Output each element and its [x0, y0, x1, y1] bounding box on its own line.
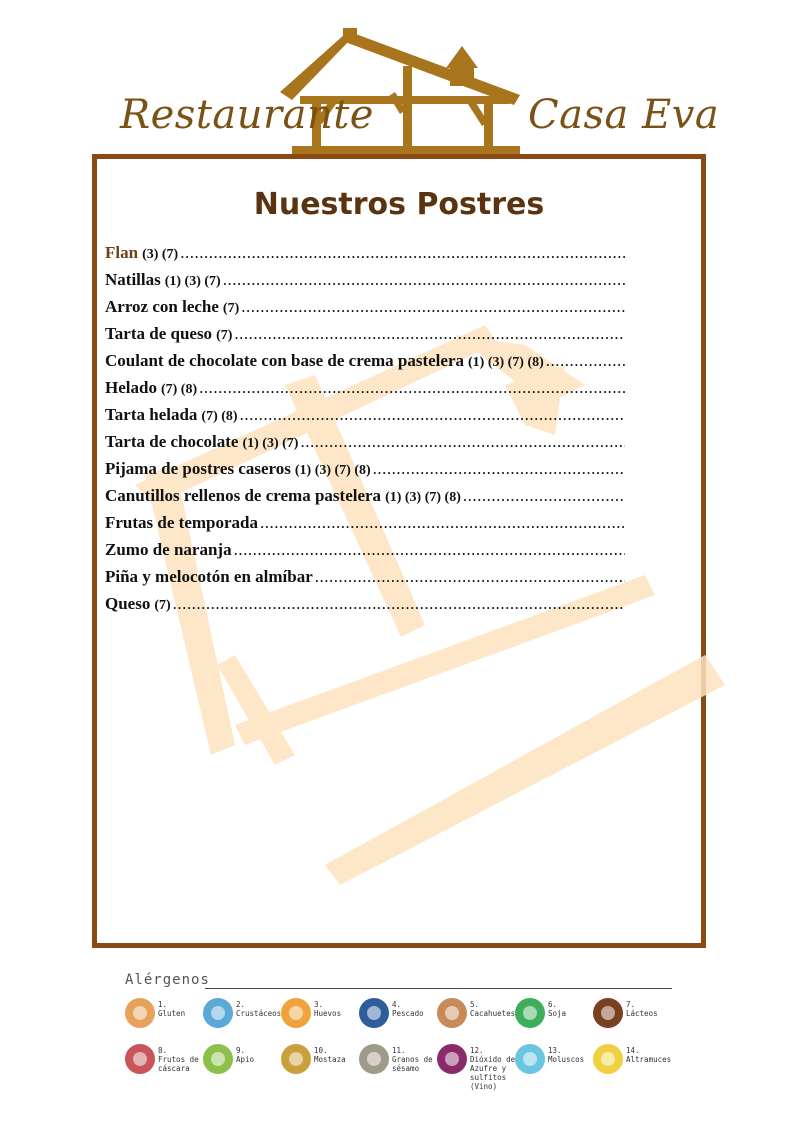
allergen-name: Mostaza	[314, 1055, 346, 1064]
allergen-label	[158, 1000, 204, 1018]
allergen-label	[314, 1046, 360, 1064]
brand-name-right: Casa Eva	[528, 92, 720, 138]
menu-item-allergen-codes: (7)	[216, 328, 233, 343]
allergen-number: 1.	[158, 1000, 168, 1009]
dot-leader	[199, 378, 625, 398]
menu-item	[105, 243, 625, 270]
allergen-number: 5.	[470, 1000, 480, 1009]
menu-item-allergen-codes: (7)	[222, 301, 240, 316]
allergen-entry	[593, 998, 671, 1044]
allergen-label	[392, 1046, 438, 1073]
allergen-entry	[437, 998, 515, 1044]
mustard-icon	[281, 1044, 311, 1074]
allergen-entry	[281, 998, 359, 1044]
allergen-label	[470, 1046, 516, 1091]
menu-item	[105, 540, 625, 567]
allergen-name: Lácteos	[626, 1009, 658, 1018]
dot-leader	[173, 594, 625, 614]
peanut-icon	[437, 998, 467, 1028]
dot-leader	[463, 486, 625, 506]
sesame-icon	[359, 1044, 389, 1074]
allergen-entry	[593, 1044, 671, 1090]
menu-item-name: Flan	[105, 243, 139, 262]
menu-item-allergen-codes: (3) (7)	[142, 247, 179, 262]
dot-leader	[240, 405, 625, 425]
menu-item-name: Pijama de postres caseros	[105, 459, 291, 478]
allergen-number: 11.	[392, 1046, 406, 1055]
menu-item-name: Tarta helada	[105, 405, 198, 424]
allergen-number: 14.	[626, 1046, 640, 1055]
allergen-number: 4.	[392, 1000, 402, 1009]
menu-item-name: Canutillos rellenos de crema pastelera	[105, 486, 382, 505]
menu-item-allergen-codes: (1) (3) (7) (8)	[468, 355, 544, 370]
brand-name-left: Restaurante	[120, 92, 374, 138]
menu-item-allergen-codes: (1) (3) (7) (8)	[385, 490, 461, 505]
menu-item-name: Frutas de temporada	[105, 513, 258, 532]
menu-item-allergen-codes: (7)	[154, 598, 171, 613]
dot-leader	[315, 567, 625, 587]
dot-leader	[180, 243, 625, 263]
allergen-label	[548, 1046, 594, 1064]
dot-leader	[223, 270, 625, 290]
allergen-name: Cacahuetes	[470, 1009, 516, 1018]
lupin-icon	[593, 1044, 623, 1074]
menu-item	[105, 513, 625, 540]
allergen-number: 9.	[236, 1046, 246, 1055]
menu-item-allergen-codes: (1) (3) (7)	[242, 436, 299, 451]
allergen-number: 6.	[548, 1000, 558, 1009]
allergens-divider	[205, 988, 672, 989]
menu-item-name: Helado	[105, 378, 157, 397]
menu-item	[105, 297, 625, 324]
allergen-number: 10.	[314, 1046, 328, 1055]
menu-item	[105, 351, 625, 378]
menu-item-allergen-codes: (1) (3) (7)	[164, 274, 221, 289]
wheat-icon	[125, 998, 155, 1028]
allergen-label	[236, 1046, 282, 1064]
allergen-number: 2.	[236, 1000, 246, 1009]
allergen-number: 3.	[314, 1000, 324, 1009]
allergen-entry	[125, 998, 203, 1044]
allergen-name: Moluscos	[548, 1055, 585, 1064]
allergen-label	[548, 1000, 594, 1018]
allergen-name: Altramuces	[626, 1055, 672, 1064]
menu-title: Nuestros Postres	[253, 187, 545, 222]
sulphite-icon	[437, 1044, 467, 1074]
dot-leader	[260, 513, 625, 533]
eggs-icon	[281, 998, 311, 1028]
allergen-entry	[359, 1044, 437, 1090]
celery-icon	[203, 1044, 233, 1074]
menu-item	[105, 432, 625, 459]
dot-leader	[300, 432, 625, 452]
dot-leader	[234, 324, 625, 344]
allergen-label	[626, 1000, 672, 1018]
allergen-entry	[125, 1044, 203, 1090]
milk-icon	[593, 998, 623, 1028]
menu-item	[105, 567, 625, 594]
allergen-name: Huevos	[314, 1009, 342, 1018]
allergen-name: Soja	[548, 1009, 567, 1018]
fish-icon	[359, 998, 389, 1028]
menu-item	[105, 459, 625, 486]
menu-item	[105, 405, 625, 432]
shell-icon	[515, 1044, 545, 1074]
allergen-label	[314, 1000, 360, 1018]
menu-item-name: Arroz con leche	[105, 297, 219, 316]
allergen-entry	[281, 1044, 359, 1090]
allergen-entry	[515, 998, 593, 1044]
allergen-label	[236, 1000, 282, 1018]
menu-item-name: Coulant de chocolate con base de crema pastelera	[105, 351, 464, 370]
dot-leader	[373, 459, 625, 479]
menu-item-name: Tarta de queso	[105, 324, 213, 343]
nut-icon	[125, 1044, 155, 1074]
menu-item-name: Piña y melocotón en almíbar	[105, 567, 313, 586]
menu-item	[105, 378, 625, 405]
allergen-entry	[203, 1044, 281, 1090]
allergens-label: Alérgenos	[125, 972, 210, 988]
menu-item	[105, 324, 625, 351]
dot-leader	[234, 540, 625, 560]
allergen-number: 13.	[548, 1046, 562, 1055]
crab-icon	[203, 998, 233, 1028]
allergen-name: Granos de sésamo	[392, 1055, 433, 1073]
allergen-label	[158, 1046, 204, 1073]
menu-item-name: Zumo de naranja	[105, 540, 232, 559]
allergen-number: 8.	[158, 1046, 168, 1055]
allergen-name: Apio	[236, 1055, 255, 1064]
dot-leader	[546, 351, 625, 371]
allergen-entry	[437, 1044, 515, 1090]
allergen-name: Gluten	[158, 1009, 186, 1018]
allergen-name: Crustáceos	[236, 1009, 282, 1018]
menu-item-name: Queso	[105, 594, 151, 613]
allergen-label	[392, 1000, 438, 1018]
menu-item	[105, 270, 625, 297]
header	[0, 0, 794, 160]
allergen-entry	[359, 998, 437, 1044]
menu-item	[105, 594, 625, 621]
menu-item-name: Natillas	[105, 270, 161, 289]
menu-frame	[92, 154, 706, 948]
menu-item-allergen-codes: (1) (3) (7) (8)	[294, 463, 371, 478]
dessert-list	[105, 243, 625, 621]
allergen-label	[470, 1000, 516, 1018]
allergen-number: 12.	[470, 1046, 484, 1055]
dot-leader	[241, 297, 625, 317]
allergen-name: Frutos de cáscara	[158, 1055, 199, 1073]
menu-item	[105, 486, 625, 513]
allergen-name: Dióxido de Azufre y sulfitos (Vino)	[470, 1055, 516, 1091]
allergen-entry	[203, 998, 281, 1044]
soy-icon	[515, 998, 545, 1028]
allergen-number: 7.	[626, 1000, 636, 1009]
menu-item-name: Tarta de chocolate	[105, 432, 239, 451]
allergen-entry	[515, 1044, 593, 1090]
allergen-label	[626, 1046, 672, 1064]
menu-item-allergen-codes: (7) (8)	[160, 382, 198, 397]
allergen-name: Pescado	[392, 1009, 424, 1018]
menu-item-allergen-codes: (7) (8)	[201, 409, 238, 424]
